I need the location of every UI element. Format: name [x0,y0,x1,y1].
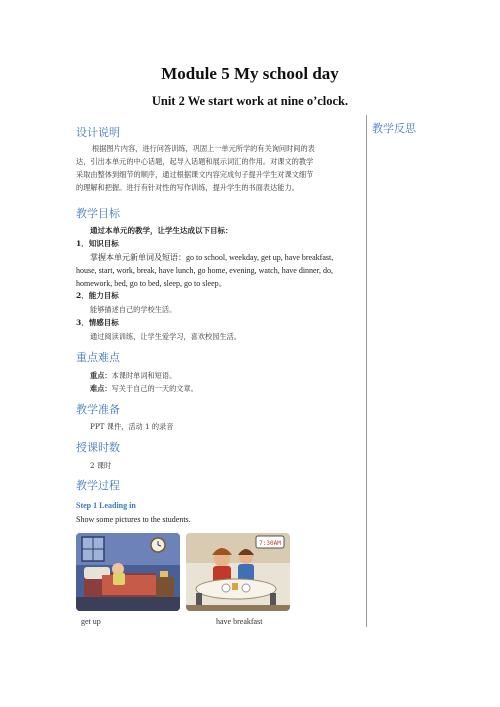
design-line: 采取由整体到细节的顺序，通过根据课文内容完成句子提升学生对课文细节 [76,170,314,179]
focus-text: 本课时单词和短语。 [111,371,177,380]
hours-heading: 授课时数 [76,441,120,454]
caption-have-breakfast: have breakfast [216,617,263,626]
unit-title: Unit 2 We start work at nine o’clock. [151,94,349,108]
design-line: 的理解和把握。进行有针对性的写作训练，提升学生的书面表达能力。 [76,183,299,192]
emotion-goal-text: 通过阅读训练，让学生爱学习，喜欢校园生活。 [90,332,241,341]
caption-get-up: get up [81,617,101,626]
design-heading: 设计说明 [76,126,120,139]
clock-readout: 7:30AM [259,540,281,547]
ability-goal-text: 能够描述自己的学校生活。 [90,305,177,314]
teaching-reflection-heading: 教学反思 [372,122,416,135]
focus-row [90,369,176,382]
get-up-illustration [76,533,180,611]
knowledge-line: 掌握本单元新单词及短语：go to school, weekday, get up, have breakfast, [90,253,334,262]
preparation-text: PPT 课件，活动 1 的录音 [90,422,174,431]
focus-label: 重点： [90,371,112,380]
preparation-heading: 教学准备 [76,403,120,416]
step-title: Step 1 Leading in [76,501,136,510]
difficulty-label: 难点： [90,384,112,393]
hours-text: 2 课时 [90,461,112,470]
design-line: 达，引出本单元的中心话题，起导入话题和展示词汇的作用。对课文的教学 [76,157,314,166]
knowledge-line: house, start, work, break, have lunch, go home, evening, watch, have dinner, do, [76,266,333,275]
design-line: 根据图片内容，进行问答训练，巩固上一单元所学的有关询问时间的表 [92,144,315,153]
step-instruction: Show some pictures to the students. [76,515,191,524]
difficulty-row [90,382,198,395]
key-points-heading: 重点难点 [76,351,120,364]
knowledge-line: homework, bed, go to bed, sleep, go to sleep。 [76,279,227,288]
emotion-goal-title: 3．情感目标 [76,318,119,327]
knowledge-goal-title: 1．知识目标 [76,239,119,248]
design-paragraph [76,142,366,194]
difficulty-text: 写关于自己的一天的文章。 [111,384,198,393]
objectives-heading: 教学目标 [76,207,120,220]
process-heading: 教学过程 [76,479,120,492]
module-title: Module 5 My school day [161,64,339,83]
ability-goal-title: 2．能力目标 [76,291,119,300]
column-divider [366,115,367,627]
knowledge-goal-text [76,251,366,290]
objectives-intro: 通过本单元的教学，让学生达成以下目标： [90,226,233,235]
have-breakfast-illustration [186,533,290,611]
